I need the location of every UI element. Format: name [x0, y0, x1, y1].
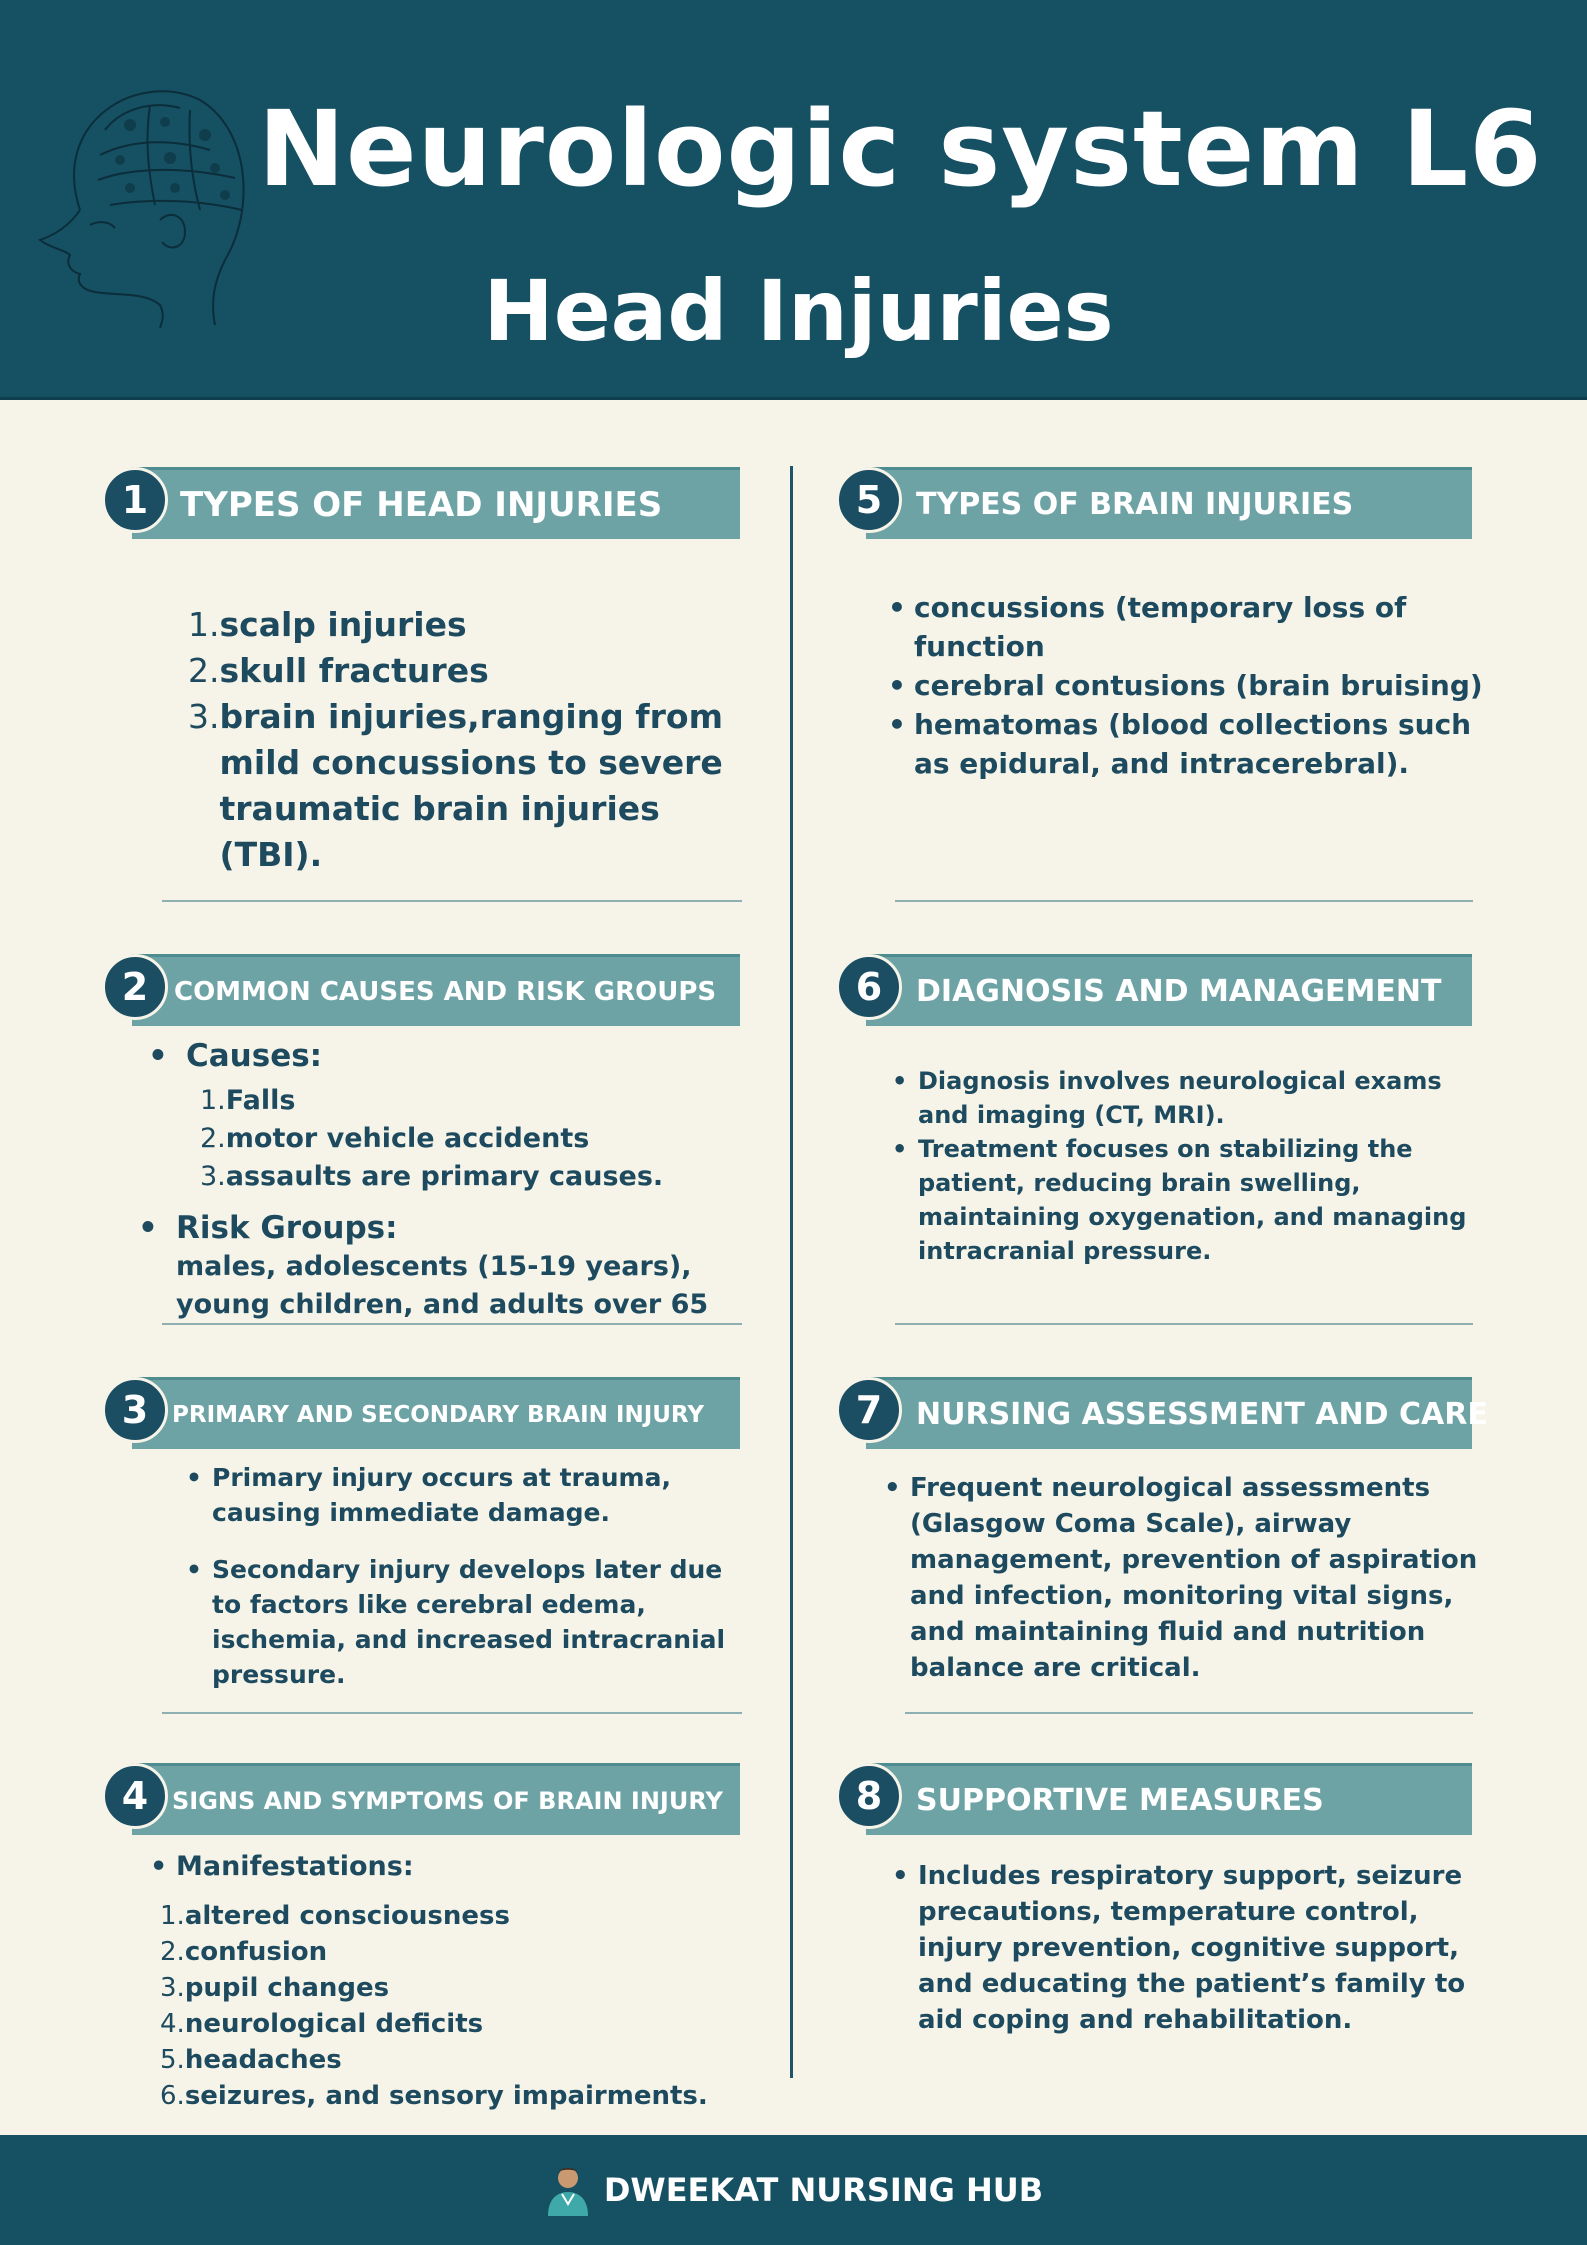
causes-list — [200, 1082, 748, 1196]
footer — [0, 2135, 1587, 2245]
column-divider — [790, 466, 793, 2078]
section-number-badge: 5 — [836, 467, 902, 533]
list-item: 3. pupil changes — [160, 1973, 390, 2003]
section-primary-secondary — [102, 1377, 740, 1449]
footer-brand: DWEEKAT NURSING HUB — [603, 2171, 1044, 2209]
section-title: SUPPORTIVE MEASURES — [866, 1763, 1472, 1835]
list-item: 4. neurological deficits — [160, 2009, 484, 2039]
list-item: • Treatment focuses on stabilizing the patient, reducing brain swelling, maintaining oxygenation, and managing intracranial pressure. — [892, 1132, 1472, 1268]
section-number-badge: 8 — [836, 1763, 902, 1829]
list-item: • hematomas (blood collections such as epidural, and intracerebral). — [888, 705, 1508, 783]
section-number-badge: 6 — [836, 954, 902, 1020]
list-item: 3. assaults are primary causes. — [200, 1161, 664, 1192]
head-injury-types-list — [188, 602, 748, 878]
causes-label: • Causes: — [148, 1036, 748, 1076]
section-separator — [162, 1712, 742, 1714]
risk-groups-block — [138, 1208, 748, 1324]
manifestations-list — [160, 1898, 760, 2114]
list-item: 3. brain injuries,ranging from mild concussions to severe traumatic brain injuries (TBI). — [188, 697, 723, 874]
section-title: COMMON CAUSES AND RISK GROUPS — [132, 954, 740, 1026]
section-number-badge: 1 — [102, 467, 168, 533]
section-title: TYPES OF HEAD INJURIES — [132, 467, 740, 539]
page-subtitle: Head Injuries — [483, 262, 1114, 360]
nurse-avatar-icon — [544, 2164, 592, 2216]
list-item: • Primary injury occurs at trauma, causing immediate damage. — [186, 1460, 746, 1530]
section-types-of-brain-injuries — [836, 467, 1472, 539]
section-header — [836, 467, 1472, 539]
section-header — [102, 467, 740, 539]
list-item: 2. confusion — [160, 1937, 328, 1967]
manifestations-label: • Manifestations: — [150, 1848, 710, 1886]
risk-groups-text: males, adolescents (15-19 years), young children, and adults over 65 — [176, 1251, 709, 1320]
list-item: • Includes respiratory support, seizure precautions, temperature control, injury prevention, cognitive support, and educating the patient’s family to aid coping and rehabilitation. — [892, 1858, 1472, 2038]
injury-phase-list — [186, 1460, 746, 1692]
section-number-badge: 4 — [102, 1763, 168, 1829]
list-item: 1. altered consciousness — [160, 1901, 510, 1931]
section-header — [836, 1377, 1488, 1449]
section-supportive-measures — [836, 1763, 1472, 1835]
list-item: • concussions (temporary loss of function — [888, 588, 1508, 666]
list-item: • Secondary injury develops later due to factors like cerebral edema, ischemia, and increased intracranial pressure. — [186, 1552, 746, 1692]
section-header — [102, 1763, 740, 1835]
supportive-measures-list — [892, 1858, 1472, 2038]
list-item: 1. scalp injuries — [188, 605, 467, 644]
section-header — [836, 954, 1472, 1026]
section-separator — [905, 1712, 1473, 1714]
list-item: 2. motor vehicle accidents — [200, 1123, 590, 1154]
section-title: TYPES OF BRAIN INJURIES — [866, 467, 1472, 539]
section-separator — [162, 1323, 742, 1325]
section-separator — [895, 900, 1473, 902]
page-title: Neurologic system L6 — [258, 88, 1543, 210]
header-banner — [0, 0, 1587, 400]
section-header — [836, 1763, 1472, 1835]
list-item: • Diagnosis involves neurological exams and imaging (CT, MRI). — [892, 1064, 1472, 1132]
list-item: 2. skull fractures — [188, 651, 489, 690]
section-types-of-head-injuries — [102, 467, 740, 539]
nursing-care-list — [884, 1470, 1494, 1686]
section-title: SIGNS AND SYMPTOMS OF BRAIN INJURY — [132, 1763, 740, 1835]
section-title: DIAGNOSIS AND MANAGEMENT — [866, 954, 1472, 1026]
section-number-badge: 3 — [102, 1377, 168, 1443]
section-header — [102, 954, 740, 1026]
list-item: 1. Falls — [200, 1085, 296, 1116]
list-item: • cerebral contusions (brain bruising) — [888, 666, 1508, 705]
list-item: 5. headaches — [160, 2045, 342, 2075]
list-item: • Frequent neurological assessments (Glasgow Coma Scale), airway management, prevention of aspiration and infection, monitoring vital signs, and maintaining fluid and nutrition balance are critical. — [884, 1470, 1494, 1686]
section-number-badge: 2 — [102, 954, 168, 1020]
risk-groups-label: • Risk Groups: — [138, 1208, 748, 1248]
section-diagnosis-management — [836, 954, 1472, 1026]
section-common-causes — [102, 954, 740, 1026]
section-separator — [895, 1323, 1473, 1325]
causes-block — [148, 1036, 748, 1196]
section-header — [102, 1377, 740, 1449]
list-item: 6. seizures, and sensory impairments. — [160, 2081, 708, 2111]
diagnosis-list — [892, 1064, 1472, 1268]
section-number-badge: 7 — [836, 1377, 902, 1443]
section-signs-symptoms — [102, 1763, 740, 1835]
section-separator — [162, 900, 742, 902]
section-title: NURSING ASSESSMENT AND CARE — [866, 1377, 1472, 1449]
section-title: PRIMARY AND SECONDARY BRAIN INJURY — [132, 1377, 740, 1449]
section-nursing-assessment — [836, 1377, 1488, 1449]
brain-injury-types-list — [888, 588, 1508, 783]
